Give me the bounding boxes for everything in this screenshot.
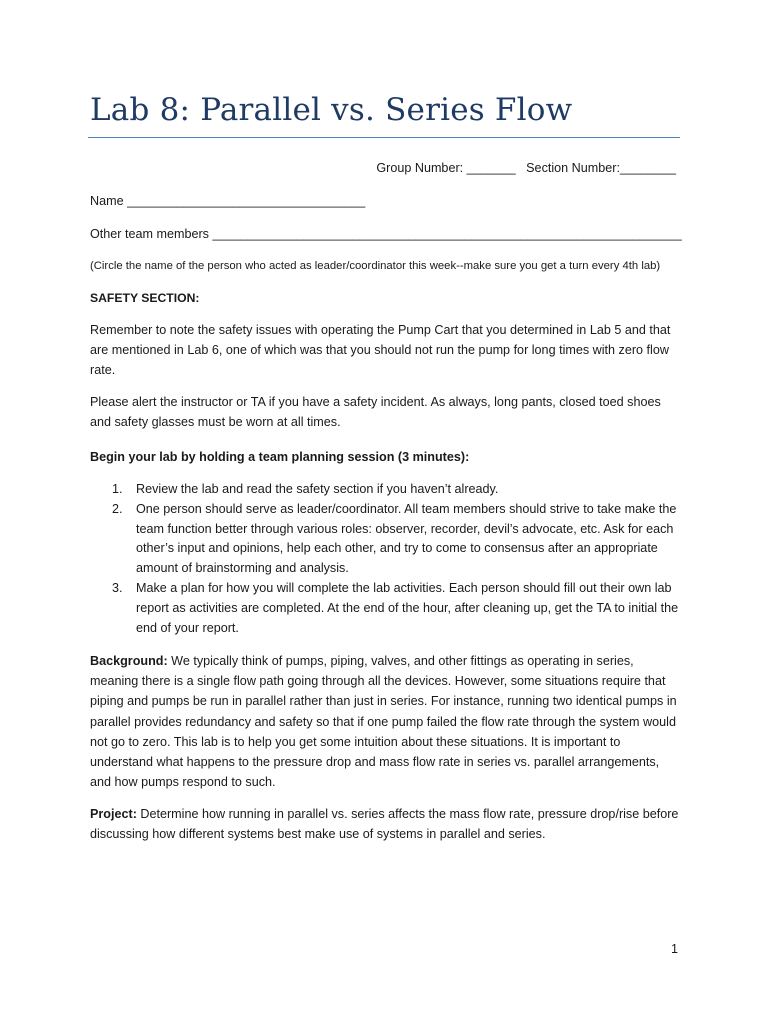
list-item [90, 480, 680, 500]
project-paragraph [90, 804, 680, 844]
page-title: Lab 8: Parallel vs. Series Flow [90, 92, 573, 128]
title-underline [88, 137, 680, 138]
list-item [90, 500, 680, 579]
planning-list [90, 480, 680, 638]
safety-paragraph-2: Please alert the instructor or TA if you have a safety incident. As always, long pants, closed toed shoes and safety glasses must be worn at all times. [90, 395, 661, 430]
name-line: Name __________________________________ [90, 194, 366, 208]
list-item-number: 2. [112, 501, 123, 516]
page-number: 1 [670, 942, 678, 956]
list-item-text: One person should serve as leader/coordinator. All team members should strive to take make the team function better through various roles: observer, recorder, devil’s advocate, etc. Ask for each other’s input and opinions, help each other, and try to come to consensus after an appropriate amount of brainstorming and analysis. [136, 501, 677, 576]
background-label: Background: [90, 654, 168, 668]
list-item [90, 579, 680, 638]
group-section-number-line: Group Number: _______ Section Number:________ [376, 161, 676, 175]
safety-paragraph-1: Remember to note the safety issues with operating the Pump Cart that you determined in Lab 5 and that are mentioned in Lab 6, one of which was that you should not run the pump for long times with zero flow rate. [90, 323, 671, 378]
list-item-text: Review the lab and read the safety section if you haven’t already. [136, 482, 499, 496]
project-text: Determine how running in parallel vs. series affects the mass flow rate, pressure drop/rise before discussing how different systems best make use of systems in parallel and series. [90, 807, 679, 842]
background-paragraph [90, 651, 680, 792]
background-text: We typically think of pumps, piping, valves, and other fittings as operating in series, meaning there is a single flow path going through all the devices. However, some situations require that piping and pumps be run in parallel rather than just in series. For instance, running two identical pumps in parallel provides redundancy and safety so that if one pump failed the flow rate through the system would not go to zero. This lab is to help you get some intuition about these situations. It is important to understand what happens to the pressure drop and mass flow rate in series vs. parallel arrangements, and how pumps respond to such. [90, 654, 677, 790]
list-item-number: 3. [112, 580, 123, 595]
safety-heading: SAFETY SECTION: [90, 291, 200, 305]
list-item-number: 1. [112, 482, 123, 496]
list-item-text: Make a plan for how you will complete the lab activities. Each person should fill out their own lab report as activities are completed. At the end of the hour, after cleaning up, get the TA to initial the end of your report. [136, 580, 679, 635]
planning-heading: Begin your lab by holding a team planning session (3 minutes): [90, 450, 470, 464]
project-label: Project: [90, 807, 137, 821]
team-members-line: Other team members ___________________________________________________________________ [90, 227, 682, 241]
leader-note: (Circle the name of the person who acted as leader/coordinator this week--make sure you get a turn every 4th lab) [90, 260, 661, 272]
